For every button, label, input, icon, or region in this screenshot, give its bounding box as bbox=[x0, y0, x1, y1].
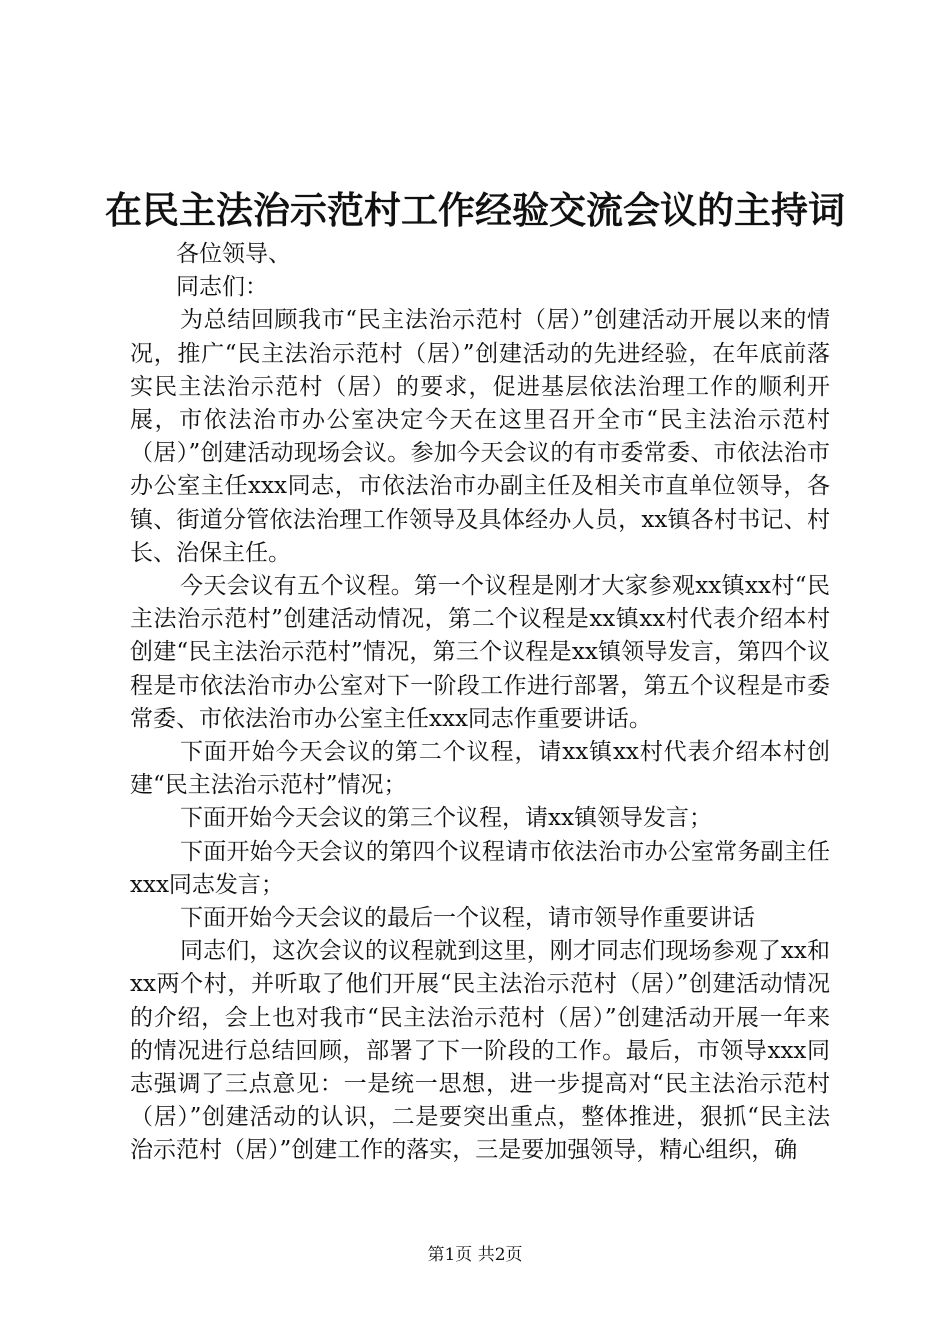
paragraph-summary: 同志们，这次会议的议程就到这里，刚才同志们现场参观了xx和xx两个村，并听取了他们开展“民主法治示范村（居）”创建活动情况的介绍，会上也对我市“民主法治示范村（居）”创建活动开展一年来的情况进行总结回顾，部署了下一阶段的工作。最后，市领导xxx同志强调了三点意见：一是统一思想，进一步提高对“民主法治示范村（居）”创建活动的认识，二是要突出重点，整体推进，狠抓“民主法治示范村（居）”创建工作的落实，三是要加强领导，精心组织，确 bbox=[130, 938, 830, 1164]
document-title: 在民主法治示范村工作经验交流会议的主持词 bbox=[105, 188, 845, 232]
page-number: 第1页 共2页 bbox=[427, 1245, 523, 1265]
paragraph-agenda-item-last: 下面开始今天会议的最后一个议程，请市领导作重要讲话 bbox=[180, 905, 755, 932]
paragraph-agenda-item-2: 下面开始今天会议的第二个议程，请xx镇xx村代表介绍本村创建“民主法治示范村”情况； bbox=[130, 739, 830, 799]
paragraph-agenda: 今天会议有五个议程。第一个议程是刚才大家参观xx镇xx村“民主法治示范村”创建活动情况，第二个议程是xx镇xx村代表介绍本村创建“民主法治示范村”情况，第三个议程是xx镇领导发言，第四个议程是市依法治市办公室对下一阶段工作进行部署，第五个议程是市委常委、市依法治市办公室主任xxx同志作重要讲话。 bbox=[130, 573, 830, 732]
document-body bbox=[130, 238, 830, 1168]
salutation-comrades: 同志们： bbox=[176, 274, 268, 301]
paragraph-intro: 为总结回顾我市“民主法治示范村（居）”创建活动开展以来的情况，推广“民主法治示范村（居）”创建活动的先进经验，在年底前落实民主法治示范村（居）的要求，促进基层依法治理工作的顺利开展，市依法治市办公室决定今天在这里召开全市“民主法治示范村（居）”创建活动现场会议。参加今天会议的有市委常委、市依法治市办公室主任xxx同志，市依法治市办副主任及相关市直单位领导，各镇、街道分管依法治理工作领导及具体经办人员，xx镇各村书记、村长、治保主任。 bbox=[130, 307, 830, 566]
paragraph-agenda-item-4: 下面开始今天会议的第四个议程请市依法治市办公室常务副主任xxx同志发言； bbox=[130, 838, 830, 898]
salutation-leaders: 各位领导、 bbox=[176, 241, 291, 267]
paragraph-agenda-item-3: 下面开始今天会议的第三个议程，请xx镇领导发言； bbox=[180, 805, 712, 832]
